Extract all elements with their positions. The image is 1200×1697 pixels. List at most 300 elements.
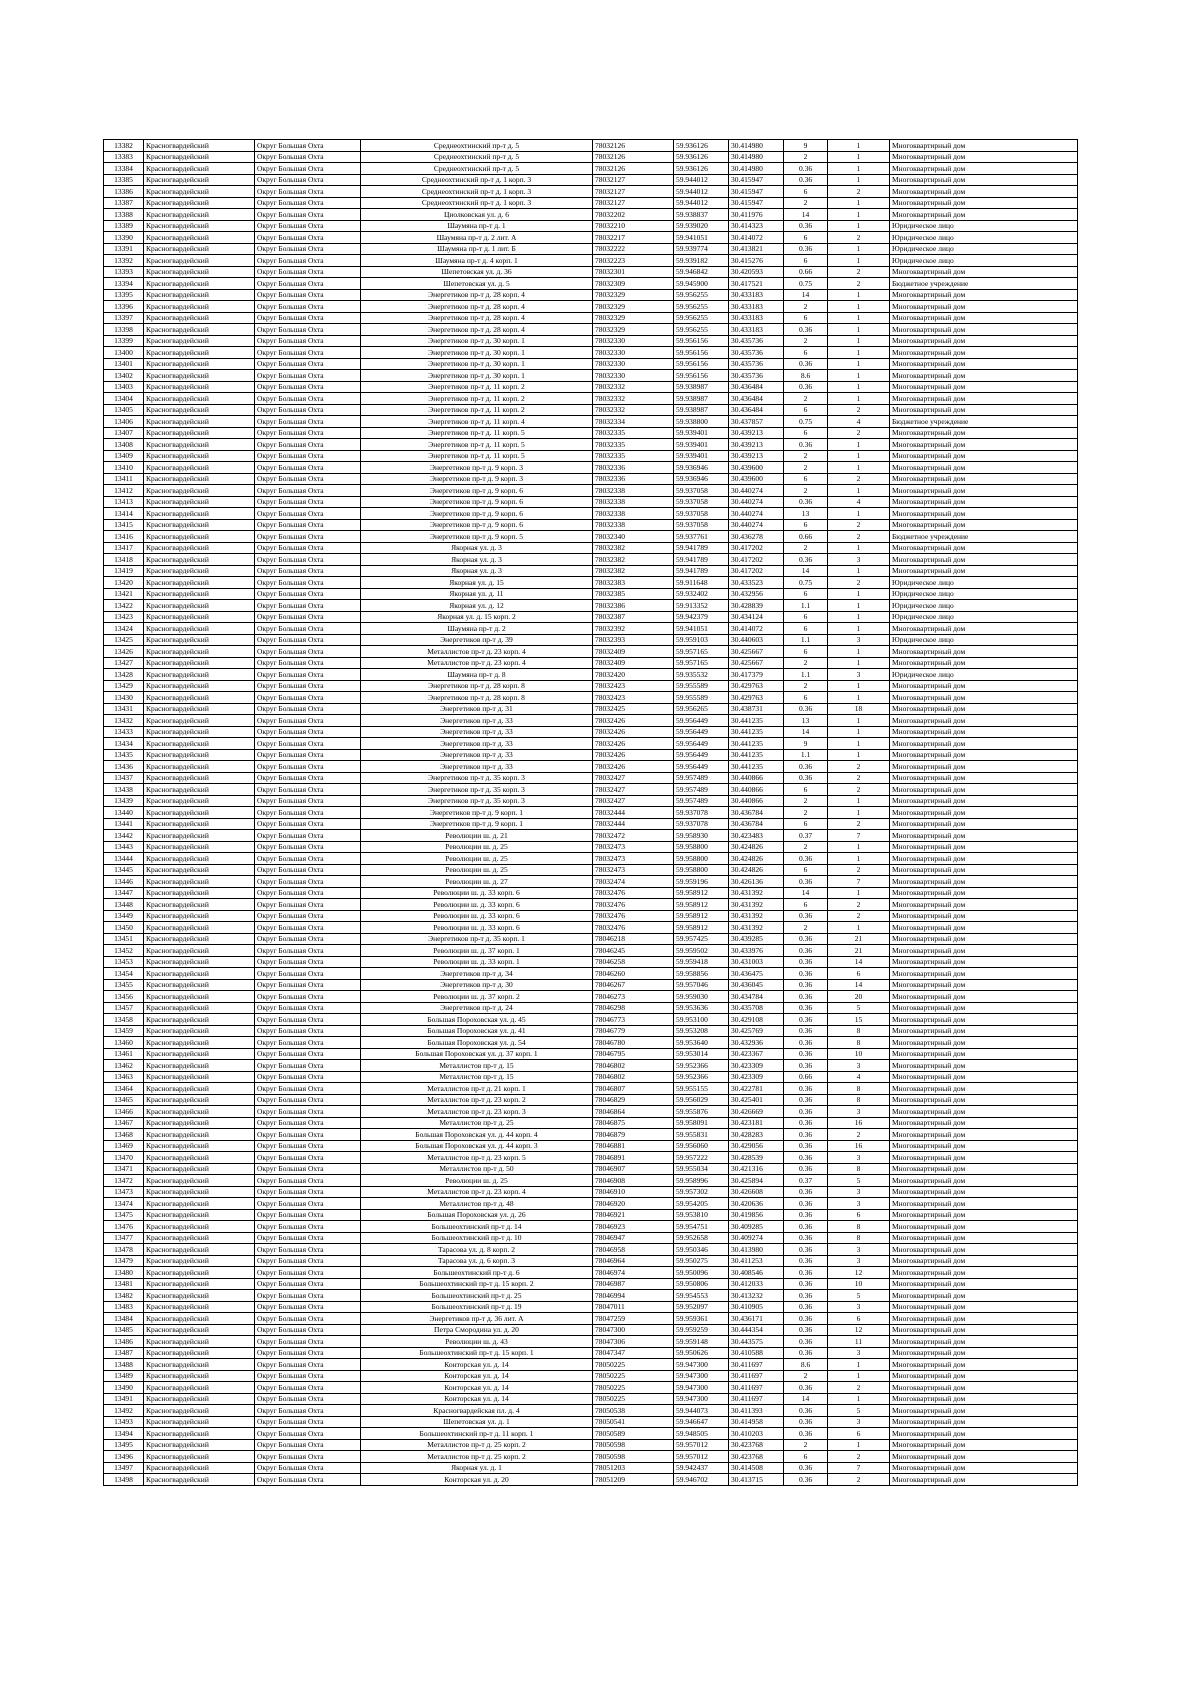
- district-cell: Красногвардейский: [144, 600, 255, 612]
- municipality-cell: Округ Большая Охта: [255, 151, 361, 163]
- count-cell: 1: [828, 381, 890, 393]
- district-cell: Красногвардейский: [144, 450, 255, 462]
- volume-cell: 0.36: [784, 1301, 828, 1313]
- municipality-cell: Округ Большая Охта: [255, 1359, 361, 1371]
- code-cell: 78050538: [593, 1405, 674, 1417]
- longitude-cell: 30.413715: [729, 1474, 784, 1486]
- volume-cell: 0.36: [784, 979, 828, 991]
- municipality-cell: Округ Большая Охта: [255, 853, 361, 865]
- address-cell: Большеохтинский пр-т д. 14: [361, 1221, 593, 1233]
- code-cell: 78032476: [593, 899, 674, 911]
- longitude-cell: 30.409285: [729, 1221, 784, 1233]
- address-cell: Металлистов пр-т д. 50: [361, 1163, 593, 1175]
- municipality-cell: Округ Большая Охта: [255, 968, 361, 980]
- row-number-cell: 13442: [104, 830, 144, 842]
- municipality-cell: Округ Большая Охта: [255, 899, 361, 911]
- latitude-cell: 59.958800: [674, 841, 729, 853]
- volume-cell: 0.36: [784, 324, 828, 336]
- code-cell: 78046773: [593, 1014, 674, 1026]
- row-number-cell: 13462: [104, 1060, 144, 1072]
- municipality-cell: Округ Большая Охта: [255, 1163, 361, 1175]
- volume-cell: 2: [784, 462, 828, 474]
- latitude-cell: 59.939182: [674, 255, 729, 267]
- row-number-cell: 13428: [104, 669, 144, 681]
- count-cell: 8: [828, 1094, 890, 1106]
- row-number-cell: 13489: [104, 1370, 144, 1382]
- volume-cell: 0.36: [784, 1462, 828, 1474]
- longitude-cell: 30.426608: [729, 1186, 784, 1198]
- latitude-cell: 59.959103: [674, 634, 729, 646]
- municipality-cell: Округ Большая Охта: [255, 462, 361, 474]
- address-cell: Металлистов пр-т д. 48: [361, 1198, 593, 1210]
- volume-cell: 1.1: [784, 749, 828, 761]
- volume-cell: 0.36: [784, 772, 828, 784]
- table-row: [104, 347, 1078, 359]
- code-cell: 78046910: [593, 1186, 674, 1198]
- code-cell: 78032474: [593, 876, 674, 888]
- municipality-cell: Округ Большая Охта: [255, 703, 361, 715]
- table-row: [104, 1209, 1078, 1221]
- table-row: [104, 1451, 1078, 1463]
- longitude-cell: 30.424826: [729, 864, 784, 876]
- count-cell: 1: [828, 623, 890, 635]
- district-cell: Красногвардейский: [144, 1071, 255, 1083]
- district-cell: Красногвардейский: [144, 899, 255, 911]
- code-cell: 78046780: [593, 1037, 674, 1049]
- entity-type-cell: Бюджетное учреждение: [890, 416, 1078, 428]
- row-number-cell: 13485: [104, 1324, 144, 1336]
- table-row: [104, 1370, 1078, 1382]
- volume-cell: 0.36: [784, 853, 828, 865]
- latitude-cell: 59.956265: [674, 703, 729, 715]
- table-row: [104, 358, 1078, 370]
- volume-cell: 14: [784, 887, 828, 899]
- table-row: [104, 220, 1078, 232]
- code-cell: 78032427: [593, 772, 674, 784]
- table-row: [104, 1163, 1078, 1175]
- latitude-cell: 59.952366: [674, 1060, 729, 1072]
- volume-cell: 2: [784, 450, 828, 462]
- code-cell: 78046273: [593, 991, 674, 1003]
- row-number-cell: 13407: [104, 427, 144, 439]
- latitude-cell: 59.941051: [674, 232, 729, 244]
- entity-type-cell: Многоквартирный дом: [890, 1094, 1078, 1106]
- row-number-cell: 13446: [104, 876, 144, 888]
- latitude-cell: 59.953100: [674, 1014, 729, 1026]
- address-cell: Энергетиков пр-т д. 28 корп. 4: [361, 301, 593, 313]
- entity-type-cell: Многоквартирный дом: [890, 450, 1078, 462]
- table-row: [104, 439, 1078, 451]
- longitude-cell: 30.433183: [729, 301, 784, 313]
- row-number-cell: 13458: [104, 1014, 144, 1026]
- table-row: [104, 565, 1078, 577]
- volume-cell: 0.36: [784, 1209, 828, 1221]
- entity-type-cell: Многоквартирный дом: [890, 1255, 1078, 1267]
- row-number-cell: 13438: [104, 784, 144, 796]
- district-cell: Красногвардейский: [144, 1462, 255, 1474]
- row-number-cell: 13474: [104, 1198, 144, 1210]
- count-cell: 1: [828, 358, 890, 370]
- longitude-cell: 30.436045: [729, 979, 784, 991]
- count-cell: 2: [828, 404, 890, 416]
- latitude-cell: 59.957489: [674, 772, 729, 784]
- address-cell: Энергетиков пр-т д. 35 корп. 1: [361, 933, 593, 945]
- address-cell: Среднеохтинский пр-т д. 1 корп. 3: [361, 197, 593, 209]
- longitude-cell: 30.414323: [729, 220, 784, 232]
- longitude-cell: 30.413821: [729, 243, 784, 255]
- entity-type-cell: Многоквартирный дом: [890, 738, 1078, 750]
- code-cell: 78051209: [593, 1474, 674, 1486]
- latitude-cell: 59.957012: [674, 1451, 729, 1463]
- table-row: [104, 864, 1078, 876]
- row-number-cell: 13404: [104, 393, 144, 405]
- count-cell: 1: [828, 370, 890, 382]
- table-row: [104, 623, 1078, 635]
- table-row: [104, 853, 1078, 865]
- address-cell: Энергетиков пр-т д. 11 корп. 5: [361, 450, 593, 462]
- row-number-cell: 13400: [104, 347, 144, 359]
- table-row: [104, 991, 1078, 1003]
- entity-type-cell: Многоквартирный дом: [890, 1048, 1078, 1060]
- municipality-cell: Округ Большая Охта: [255, 163, 361, 175]
- address-cell: Металлистов пр-т д. 21 корп. 1: [361, 1083, 593, 1095]
- entity-type-cell: Многоквартирный дом: [890, 623, 1078, 635]
- address-cell: Революции ш. д. 25: [361, 1175, 593, 1187]
- count-cell: 10: [828, 1048, 890, 1060]
- row-number-cell: 13480: [104, 1267, 144, 1279]
- table-row: [104, 933, 1078, 945]
- district-cell: Красногвардейский: [144, 1117, 255, 1129]
- volume-cell: 13: [784, 715, 828, 727]
- entity-type-cell: Многоквартирный дом: [890, 163, 1078, 175]
- count-cell: 10: [828, 1278, 890, 1290]
- entity-type-cell: Многоквартирный дом: [890, 1359, 1078, 1371]
- municipality-cell: Округ Большая Охта: [255, 887, 361, 899]
- municipality-cell: Округ Большая Охта: [255, 1290, 361, 1302]
- latitude-cell: 59.936126: [674, 151, 729, 163]
- row-number-cell: 13455: [104, 979, 144, 991]
- code-cell: 78046779: [593, 1025, 674, 1037]
- district-cell: Красногвардейский: [144, 151, 255, 163]
- district-cell: Красногвардейский: [144, 588, 255, 600]
- row-number-cell: 13456: [104, 991, 144, 1003]
- address-cell: Среднеохтинский пр-т д. 5: [361, 140, 593, 152]
- address-cell: Металлистов пр-т д. 15: [361, 1071, 593, 1083]
- district-cell: Красногвардейский: [144, 531, 255, 543]
- code-cell: 78032409: [593, 646, 674, 658]
- address-cell: Металлистов пр-т д. 23 корп. 4: [361, 1186, 593, 1198]
- count-cell: 1: [828, 646, 890, 658]
- entity-type-cell: Многоквартирный дом: [890, 1071, 1078, 1083]
- municipality-cell: Округ Большая Охта: [255, 1221, 361, 1233]
- volume-cell: 6: [784, 611, 828, 623]
- count-cell: 3: [828, 1106, 890, 1118]
- entity-type-cell: Многоквартирный дом: [890, 565, 1078, 577]
- table-row: [104, 416, 1078, 428]
- longitude-cell: 30.413232: [729, 1290, 784, 1302]
- municipality-cell: Округ Большая Охта: [255, 680, 361, 692]
- volume-cell: 1.1: [784, 669, 828, 681]
- table-row: [104, 232, 1078, 244]
- volume-cell: 0.75: [784, 416, 828, 428]
- address-cell: Революции ш. д. 37 корп. 1: [361, 945, 593, 957]
- row-number-cell: 13472: [104, 1175, 144, 1187]
- volume-cell: 0.36: [784, 1232, 828, 1244]
- municipality-cell: Округ Большая Охта: [255, 945, 361, 957]
- count-cell: 21: [828, 933, 890, 945]
- code-cell: 78032427: [593, 784, 674, 796]
- count-cell: 1: [828, 301, 890, 313]
- municipality-cell: Округ Большая Охта: [255, 381, 361, 393]
- longitude-cell: 30.439285: [729, 933, 784, 945]
- district-cell: Красногвардейский: [144, 1232, 255, 1244]
- address-cell: Конторская ул. д. 14: [361, 1359, 593, 1371]
- district-cell: Красногвардейский: [144, 335, 255, 347]
- code-cell: 78046802: [593, 1060, 674, 1072]
- municipality-cell: Округ Большая Охта: [255, 1255, 361, 1267]
- municipality-cell: Округ Большая Охта: [255, 876, 361, 888]
- table-row: [104, 1232, 1078, 1244]
- latitude-cell: 59.956156: [674, 335, 729, 347]
- entity-type-cell: Многоквартирный дом: [890, 991, 1078, 1003]
- entity-type-cell: Многоквартирный дом: [890, 1393, 1078, 1405]
- address-cell: Революции ш. д. 21: [361, 830, 593, 842]
- district-cell: Красногвардейский: [144, 404, 255, 416]
- district-cell: Красногвардейский: [144, 1255, 255, 1267]
- code-cell: 78032426: [593, 738, 674, 750]
- latitude-cell: 59.956156: [674, 358, 729, 370]
- count-cell: 3: [828, 669, 890, 681]
- district-cell: Красногвардейский: [144, 669, 255, 681]
- district-cell: Красногвардейский: [144, 956, 255, 968]
- address-cell: Среднеохтинский пр-т д. 1 корп. 3: [361, 186, 593, 198]
- district-cell: Красногвардейский: [144, 565, 255, 577]
- row-number-cell: 13486: [104, 1336, 144, 1348]
- latitude-cell: 59.953014: [674, 1048, 729, 1060]
- municipality-cell: Округ Большая Охта: [255, 1014, 361, 1026]
- volume-cell: 6: [784, 312, 828, 324]
- longitude-cell: 30.436484: [729, 404, 784, 416]
- address-cell: Энергетиков пр-т д. 11 корп. 2: [361, 381, 593, 393]
- address-cell: Энергетиков пр-т д. 39: [361, 634, 593, 646]
- table-row: [104, 784, 1078, 796]
- entity-type-cell: Многоквартирный дом: [890, 370, 1078, 382]
- table-row: [104, 761, 1078, 773]
- code-cell: 78046964: [593, 1255, 674, 1267]
- volume-cell: 2: [784, 795, 828, 807]
- entity-type-cell: Многоквартирный дом: [890, 289, 1078, 301]
- latitude-cell: 59.956060: [674, 1140, 729, 1152]
- volume-cell: 1.1: [784, 634, 828, 646]
- district-cell: Красногвардейский: [144, 1267, 255, 1279]
- volume-cell: 2: [784, 301, 828, 313]
- count-cell: 1: [828, 485, 890, 497]
- longitude-cell: 30.433523: [729, 577, 784, 589]
- count-cell: 1: [828, 209, 890, 221]
- longitude-cell: 30.441235: [729, 715, 784, 727]
- volume-cell: 0.36: [784, 945, 828, 957]
- row-number-cell: 13473: [104, 1186, 144, 1198]
- entity-type-cell: Многоквартирный дом: [890, 1106, 1078, 1118]
- latitude-cell: 59.957012: [674, 1439, 729, 1451]
- address-cell: Большая Пороховская ул. д. 44 корп. 3: [361, 1140, 593, 1152]
- latitude-cell: 59.959259: [674, 1324, 729, 1336]
- latitude-cell: 59.936126: [674, 163, 729, 175]
- longitude-cell: 30.439600: [729, 462, 784, 474]
- code-cell: 78046920: [593, 1198, 674, 1210]
- code-cell: 78032329: [593, 324, 674, 336]
- code-cell: 78032409: [593, 657, 674, 669]
- table-row: [104, 1474, 1078, 1486]
- longitude-cell: 30.424826: [729, 841, 784, 853]
- district-cell: Красногвардейский: [144, 1474, 255, 1486]
- municipality-cell: Округ Большая Охта: [255, 1140, 361, 1152]
- code-cell: 78046879: [593, 1129, 674, 1141]
- address-cell: Большеохтинский пр-т д. 15 корп. 1: [361, 1347, 593, 1359]
- code-cell: 78032382: [593, 565, 674, 577]
- district-cell: Красногвардейский: [144, 347, 255, 359]
- code-cell: 78032217: [593, 232, 674, 244]
- entity-type-cell: Многоквартирный дом: [890, 933, 1078, 945]
- district-cell: Красногвардейский: [144, 1393, 255, 1405]
- latitude-cell: 59.956029: [674, 1094, 729, 1106]
- longitude-cell: 30.425769: [729, 1025, 784, 1037]
- entity-type-cell: Многоквартирный дом: [890, 404, 1078, 416]
- latitude-cell: 59.954751: [674, 1221, 729, 1233]
- volume-cell: 14: [784, 289, 828, 301]
- district-cell: Красногвардейский: [144, 715, 255, 727]
- entity-type-cell: Многоквартирный дом: [890, 1014, 1078, 1026]
- row-number-cell: 13410: [104, 462, 144, 474]
- count-cell: 7: [828, 830, 890, 842]
- row-number-cell: 13392: [104, 255, 144, 267]
- municipality-cell: Округ Большая Охта: [255, 600, 361, 612]
- count-cell: 14: [828, 979, 890, 991]
- district-cell: Красногвардейский: [144, 830, 255, 842]
- municipality-cell: Округ Большая Охта: [255, 1071, 361, 1083]
- municipality-cell: Округ Большая Охта: [255, 1232, 361, 1244]
- municipality-cell: Округ Большая Охта: [255, 1393, 361, 1405]
- code-cell: 78032427: [593, 795, 674, 807]
- volume-cell: 2: [784, 841, 828, 853]
- table-row: [104, 600, 1078, 612]
- table-row: [104, 634, 1078, 646]
- row-number-cell: 13383: [104, 151, 144, 163]
- row-number-cell: 13384: [104, 163, 144, 175]
- count-cell: 1: [828, 255, 890, 267]
- district-cell: Красногвардейский: [144, 703, 255, 715]
- code-cell: 78032335: [593, 450, 674, 462]
- municipality-cell: Округ Большая Охта: [255, 577, 361, 589]
- district-cell: Красногвардейский: [144, 554, 255, 566]
- code-cell: 78046864: [593, 1106, 674, 1118]
- volume-cell: 0.36: [784, 1324, 828, 1336]
- address-cell: Энергетиков пр-т д. 33: [361, 749, 593, 761]
- code-cell: 78032334: [593, 416, 674, 428]
- count-cell: 2: [828, 761, 890, 773]
- count-cell: 8: [828, 1221, 890, 1233]
- address-cell: Красногвардейская пл. д. 4: [361, 1405, 593, 1417]
- address-cell: Энергетиков пр-т д. 35 корп. 3: [361, 795, 593, 807]
- count-cell: 1: [828, 841, 890, 853]
- latitude-cell: 59.947300: [674, 1382, 729, 1394]
- entity-type-cell: Многоквартирный дом: [890, 1037, 1078, 1049]
- volume-cell: 13: [784, 508, 828, 520]
- district-cell: Красногвардейский: [144, 1301, 255, 1313]
- latitude-cell: 59.936946: [674, 473, 729, 485]
- code-cell: 78032210: [593, 220, 674, 232]
- row-number-cell: 13406: [104, 416, 144, 428]
- latitude-cell: 59.957046: [674, 979, 729, 991]
- volume-cell: 0.36: [784, 1129, 828, 1141]
- entity-type-cell: Многоквартирный дом: [890, 140, 1078, 152]
- table-row: [104, 140, 1078, 152]
- volume-cell: 0.36: [784, 1198, 828, 1210]
- address-cell: Энергетиков пр-т д. 28 корп. 4: [361, 312, 593, 324]
- latitude-cell: 59.956255: [674, 301, 729, 313]
- entity-type-cell: Многоквартирный дом: [890, 324, 1078, 336]
- district-cell: Красногвардейский: [144, 1014, 255, 1026]
- row-number-cell: 13435: [104, 749, 144, 761]
- code-cell: 78032330: [593, 370, 674, 382]
- entity-type-cell: Бюджетное учреждение: [890, 278, 1078, 290]
- latitude-cell: 59.956449: [674, 761, 729, 773]
- count-cell: 8: [828, 1025, 890, 1037]
- latitude-cell: 59.941789: [674, 542, 729, 554]
- district-cell: Красногвардейский: [144, 623, 255, 635]
- volume-cell: 0.36: [784, 1117, 828, 1129]
- table-row: [104, 255, 1078, 267]
- count-cell: 1: [828, 887, 890, 899]
- latitude-cell: 59.941051: [674, 623, 729, 635]
- row-number-cell: 13452: [104, 945, 144, 957]
- longitude-cell: 30.411697: [729, 1370, 784, 1382]
- row-number-cell: 13490: [104, 1382, 144, 1394]
- table-row: [104, 404, 1078, 416]
- count-cell: 1: [828, 450, 890, 462]
- row-number-cell: 13463: [104, 1071, 144, 1083]
- district-cell: Красногвардейский: [144, 945, 255, 957]
- entity-type-cell: Юридическое лицо: [890, 611, 1078, 623]
- code-cell: 78032426: [593, 715, 674, 727]
- entity-type-cell: Многоквартирный дом: [890, 646, 1078, 658]
- municipality-cell: Округ Большая Охта: [255, 508, 361, 520]
- longitude-cell: 30.436484: [729, 381, 784, 393]
- table-row: [104, 657, 1078, 669]
- entity-type-cell: Многоквартирный дом: [890, 312, 1078, 324]
- district-cell: Красногвардейский: [144, 462, 255, 474]
- longitude-cell: 30.433183: [729, 289, 784, 301]
- longitude-cell: 30.428839: [729, 600, 784, 612]
- count-cell: 1: [828, 508, 890, 520]
- longitude-cell: 30.431392: [729, 910, 784, 922]
- district-cell: Красногвардейский: [144, 1347, 255, 1359]
- row-number-cell: 13399: [104, 335, 144, 347]
- longitude-cell: 30.423768: [729, 1451, 784, 1463]
- code-cell: 78046258: [593, 956, 674, 968]
- longitude-cell: 30.411697: [729, 1393, 784, 1405]
- district-cell: Красногвардейский: [144, 1336, 255, 1348]
- count-cell: 1: [828, 243, 890, 255]
- municipality-cell: Округ Большая Охта: [255, 669, 361, 681]
- volume-cell: 6: [784, 404, 828, 416]
- row-number-cell: 13408: [104, 439, 144, 451]
- address-cell: Энергетиков пр-т д. 36 лит. А: [361, 1313, 593, 1325]
- count-cell: 5: [828, 1002, 890, 1014]
- entity-type-cell: Многоквартирный дом: [890, 1405, 1078, 1417]
- municipality-cell: Округ Большая Охта: [255, 1083, 361, 1095]
- code-cell: 78032338: [593, 508, 674, 520]
